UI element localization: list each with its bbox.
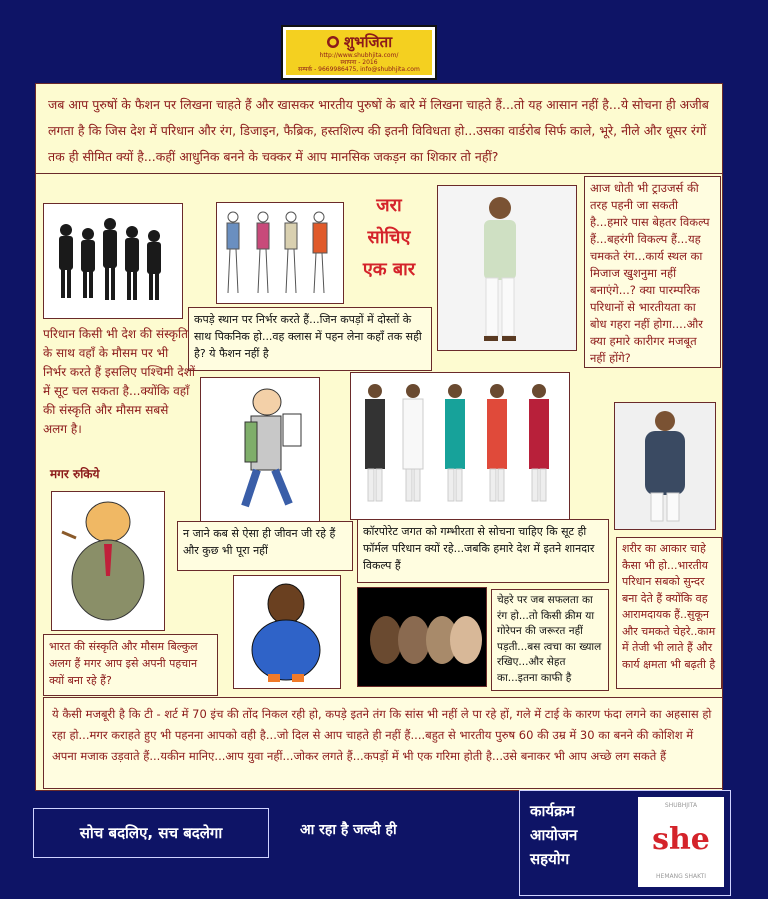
woman-face-icon [326,35,340,49]
organizer-box [519,790,731,896]
wait-text: मगर रुकिये [50,467,100,481]
she-top-text: SHUBHJITA [664,802,698,809]
bottom-text-box: ये कैसी मजबूरी है कि टी - शर्ट में 70 इंच की तोंद निकल रही हो, कपड़े इतने तंग कि सांस भी नहीं ले पा रहे हों, गले में टाई के कारण फंदा लगने का अहसास हो रहा हो...मगर कराहते हुए भी पहनना आपको वही है...जो दिल से आप चाहते ही नहीं हैं....बहुत से भारतीय पुरुष 60 की उम्र में 30 का बनने की कोशिश में अपना मजाक उड़वाते हैं...यकीन मानिए...आप युवा नहीं...जोकर लगते हैं...कपड़ों में भी एक गरिमा होती है...उसे बनाकर भी आप अच्छे लग सकते हैं [43,697,723,789]
header-logo [281,25,437,80]
clothes-place-text-box: कपड़े स्थान पर निर्भर करते हैं...जिन कपड़ों में दोस्तों के साथ पिकनिक हो...वह क्लास में पहन लेना कहाँ तक सही है? ये फैशन नहीं है [188,307,432,371]
organizer-line-1: कार्यक्रम [530,802,575,820]
man-kurta-photo [437,185,577,351]
headline-line-3: एक बार [362,259,416,280]
body-shape-text-box: शरीर का आकार चाहे कैसा भी हो...भारतीय परिधान सबको सुन्दर बना देते हैं क्योंकि वह आरामदायक हैं..सुकून और चमकते चेहरे..काम में तेजी भी लाते हैं और कार्य क्षमता भी बढ़ती है [616,537,722,689]
organizer-line-2: आयोजन [530,826,578,844]
she-text: she [652,822,710,857]
corporate-text-box: कॉरपोरेट जगत को गम्भीरता से सोचना चाहिए कि सूट ही फॉर्मल परिधान क्यों रहे...जबकि हमारे देश में इतने शानदार विकल्प हैं [357,519,609,583]
fashion-sketches-image [216,202,344,304]
coming-soon-text: आ रहा है जल्दी ही [300,822,397,838]
businessman-cartoon [51,491,165,631]
brand-established: स्थापना - 2016 [340,59,378,66]
brand-url: http://www.shubhjita.com/ [319,52,399,59]
headline-line-1: जरा [376,195,402,216]
brand-name: शुभजिता [326,32,392,52]
faces-photo [357,587,487,687]
never-know-text-box: न जाने कब से ऐसा ही जीवन जी रहे हैं और कुछ भी पूरा नहीं [177,521,353,571]
organizer-label [530,799,577,871]
dhoti-text-box: आज धोती भी ट्राउजर्स की तरह पहनी जा सकती है...हमारे पास बेहतर विकल्प हैं...बहरंगी विकल्प हैं...यह चमकते रंग...कार्य स्थल का मिजाज खुशनुमा नहीं बनाएंगे...? क्या पारम्परिक परिधानों से भारतीयता का बोध गहरा नहीं होगा....और क्या हमारे कारीगर मजबूत नहीं होंगे? [584,176,721,368]
men-silhouettes-image [43,203,183,319]
intro-text: जब आप पुरुषों के फैशन पर लिखना चाहते हैं और खासकर भारतीय पुरुषों के बारे में लिखना चाहते हैं...तो यह आसान नहीं है...ये सोचना ही अजीब लगता है कि जिस देश में परिधान और रंग, डिजाइन, फैब्रिक, हस्तशिल्प की इतनी विविधता हो...उसका वार्डरोब सिर्फ काले, भूरे, नीले और धूसर रंगों तक ही सीमित क्यों है...कहीं आधुनिक बनने के चक्कर में आप मानसिक जकड़न का शिकार तो नहीं? [36,84,722,174]
she-bottom-text: HEMANG SHAKTI [656,873,706,880]
old-man-cartoon [200,377,320,522]
face-text-box: चेहरे पर जब सफलता का रंग हो...तो किसी क्रीम या गोरेपन की जरूरत नहीं पड़ती...बस त्वचा का ख्याल रखिए...और सेहत का...इतना काफी है [491,589,609,691]
culture-text: परिधान किसी भी देश की संस्कृति के साथ वहाँ के मौसम पर भी निर्भर करते हैं इसलिए पश्चिमी देशों में सूट चल सकता है...क्योंकि वहाँ की संस्कृति और मौसम सबसे अलग है। [43,327,195,436]
fat-man-cartoon [233,575,341,689]
she-logo [638,797,724,887]
headline [352,190,426,286]
organizer-line-3: सहयोग [530,850,570,868]
plus-size-man-photo [614,402,716,530]
india-culture-text-box: भारत की संस्कृति और मौसम बिल्कुल अलग हैं मगर आप इसे अपनी पहचान क्यों बना रहे हैं? [43,634,218,696]
brand-contact: सम्पर्क - 9669986475, info@shubhjita.com [298,66,420,73]
headline-line-2: सोचिए [367,227,411,248]
slogan: सोच बदलिए, सच बदलेगा [33,808,269,858]
kurtas-lineup-photo [350,372,570,520]
